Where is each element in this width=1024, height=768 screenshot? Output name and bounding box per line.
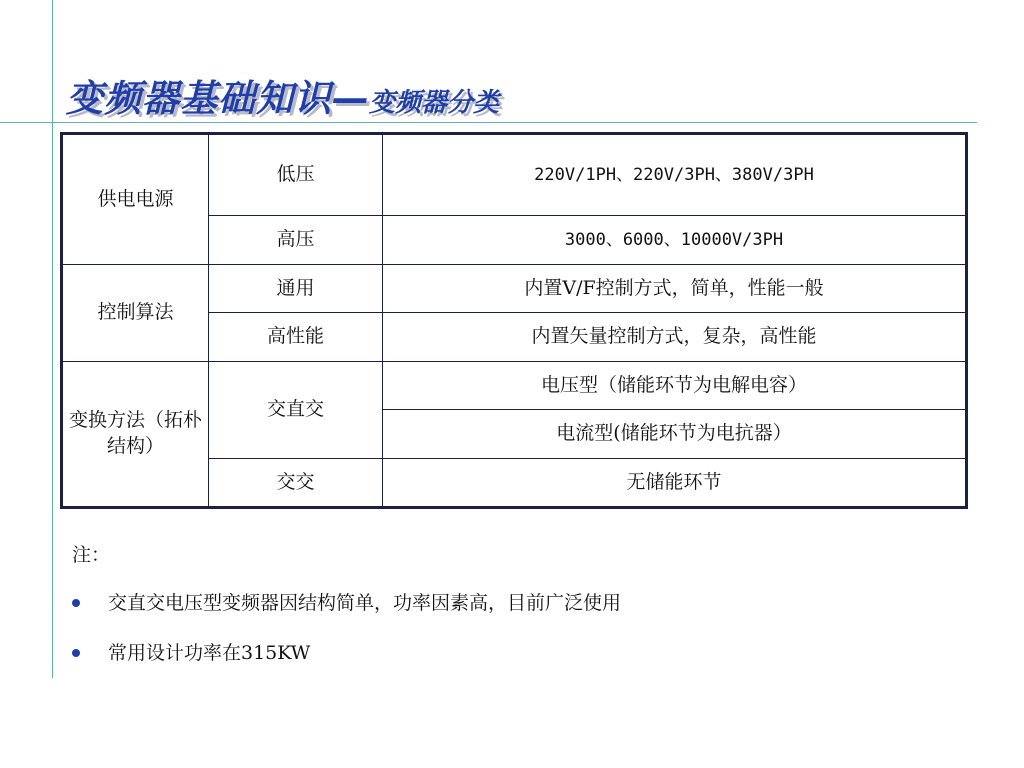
type-cell: 高性能 [209, 313, 383, 362]
description-cell: 3000、6000、10000V/3PH [383, 216, 967, 265]
note-text: 常用设计功率在315KW [108, 642, 311, 664]
type-cell: 交交 [209, 459, 383, 508]
type-cell: 通用 [209, 265, 383, 313]
title-separator: — [332, 77, 369, 120]
table-row [62, 134, 967, 216]
description-cell: 220V/1PH、220V/3PH、380V/3PH [383, 134, 967, 216]
list-item [72, 590, 972, 640]
bullet-dot-icon [72, 599, 80, 607]
notes-list [72, 590, 972, 690]
bullet-dot-icon [72, 649, 80, 657]
title-main: 变频器基础知识 [66, 77, 332, 120]
classification-table [60, 132, 968, 509]
description-cell: 电压型（储能环节为电解电容） [383, 362, 967, 410]
category-cell: 控制算法 [62, 265, 209, 362]
description-cell: 内置矢量控制方式，复杂，高性能 [383, 313, 967, 362]
type-cell: 交直交 [209, 362, 383, 459]
category-cell: 变换方法（拓朴结构） [62, 362, 209, 508]
guide-line-horizontal [0, 122, 977, 123]
slide-title [66, 68, 499, 120]
note-text: 交直交电压型变频器因结构简单，功率因素高，目前广泛使用 [108, 592, 622, 614]
description-cell: 电流型(储能环节为电抗器） [383, 410, 967, 459]
category-cell: 供电电源 [62, 134, 209, 265]
title-subtitle: 变频器分类 [369, 88, 500, 118]
type-cell: 低压 [209, 134, 383, 216]
list-item [72, 640, 972, 690]
type-cell: 高压 [209, 216, 383, 265]
notes-section [72, 540, 972, 690]
table-row [62, 265, 967, 313]
table-row [62, 362, 967, 410]
guide-line-vertical [52, 0, 53, 678]
description-cell: 内置V/F控制方式，简单，性能一般 [383, 265, 967, 313]
notes-label: 注： [72, 544, 111, 566]
description-cell: 无储能环节 [383, 459, 967, 508]
